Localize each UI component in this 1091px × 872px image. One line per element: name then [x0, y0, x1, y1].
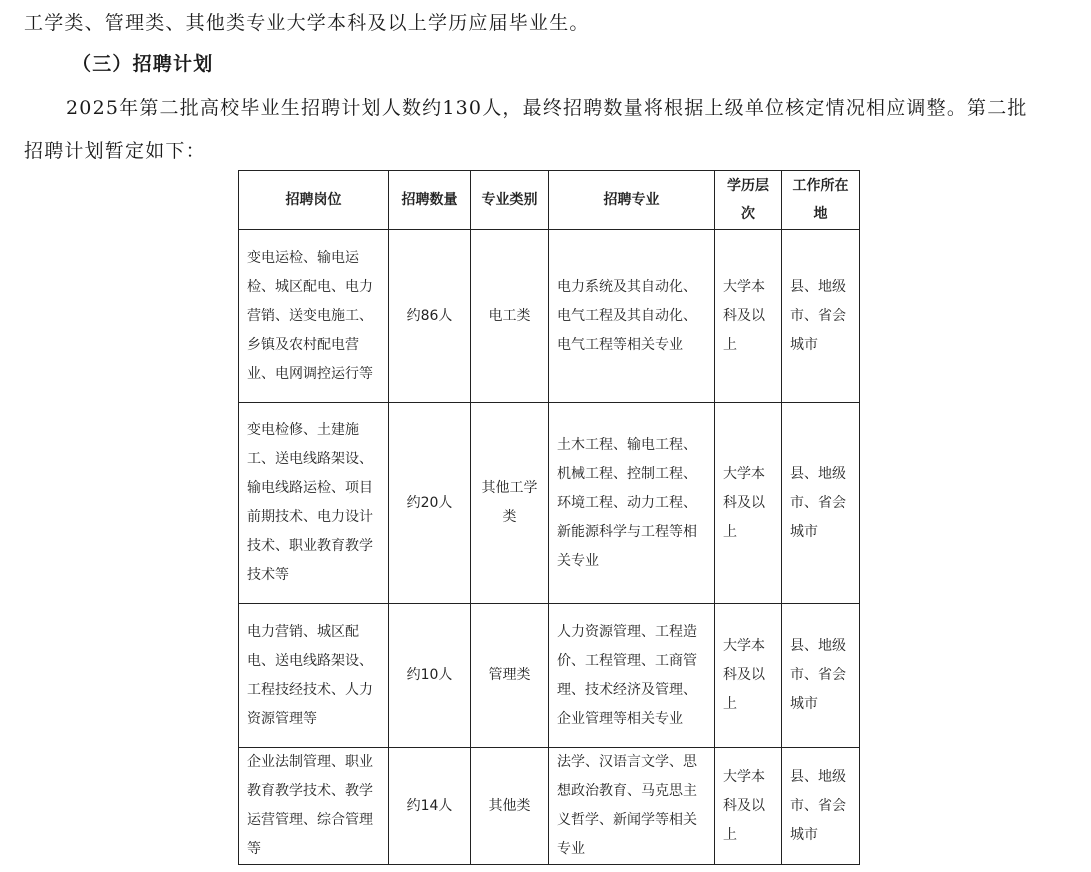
cell-category: 电工类: [471, 230, 549, 403]
cell-majors: 法学、汉语言文学、思想政治教育、马克思主义哲学、新闻学等相关专业: [549, 748, 715, 865]
cell-location: 县、地级市、省会城市: [782, 403, 860, 604]
cell-majors: 电力系统及其自动化、电气工程及其自动化、电气工程等相关专业: [549, 230, 715, 403]
cell-count: 约20人: [389, 403, 471, 604]
cell-location: 县、地级市、省会城市: [782, 604, 860, 748]
table-row: [239, 748, 860, 865]
cell-location: 县、地级市、省会城市: [782, 748, 860, 865]
cell-count: 约10人: [389, 604, 471, 748]
cell-position: 变电运检、输电运检、城区配电、电力营销、送变电施工、乡镇及农村配电营业、电网调控运行等: [239, 230, 389, 403]
section-heading: （三）招聘计划: [72, 53, 214, 75]
cell-location: 县、地级市、省会城市: [782, 230, 860, 403]
cell-count: 约14人: [389, 748, 471, 865]
table-row: [239, 230, 860, 403]
cell-position: 企业法制管理、职业教育教学技术、教学运营管理、综合管理等: [239, 748, 389, 865]
paragraph-line-2: 招聘计划暂定如下：: [24, 140, 206, 162]
table-row: [239, 403, 860, 604]
cell-category: 其他类: [471, 748, 549, 865]
table-header-row: [239, 171, 860, 230]
recruitment-plan-table: [238, 170, 860, 865]
cell-position: 电力营销、城区配电、送电线路架设、工程技经技术、人力资源管理等: [239, 604, 389, 748]
cell-education: 大学本科及以上: [715, 230, 782, 403]
paragraph-line-1: 2025年第二批高校毕业生招聘计划人数约130人，最终招聘数量将根据上级单位核定情况相应调整。第二批: [66, 97, 1028, 119]
header-count: 招聘数量: [389, 171, 471, 230]
header-education: 学历层次: [715, 171, 782, 230]
cell-education: 大学本科及以上: [715, 748, 782, 865]
cell-education: 大学本科及以上: [715, 403, 782, 604]
cell-count: 约86人: [389, 230, 471, 403]
table-row: [239, 604, 860, 748]
cell-majors: 土木工程、输电工程、机械工程、控制工程、环境工程、动力工程、新能源科学与工程等相关专业: [549, 403, 715, 604]
cell-position: 变电检修、土建施工、送电线路架设、输电线路运检、项目前期技术、电力设计技术、职业教育教学技术等: [239, 403, 389, 604]
intro-line: 工学类、管理类、其他类专业大学本科及以上学历应届毕业生。: [24, 12, 590, 34]
cell-category: 管理类: [471, 604, 549, 748]
cell-education: 大学本科及以上: [715, 604, 782, 748]
cell-category: 其他工学类: [471, 403, 549, 604]
header-position: 招聘岗位: [239, 171, 389, 230]
header-location: 工作所在地: [782, 171, 860, 230]
header-majors: 招聘专业: [549, 171, 715, 230]
cell-majors: 人力资源管理、工程造价、工程管理、工商管理、技术经济及管理、企业管理等相关专业: [549, 604, 715, 748]
header-category: 专业类别: [471, 171, 549, 230]
